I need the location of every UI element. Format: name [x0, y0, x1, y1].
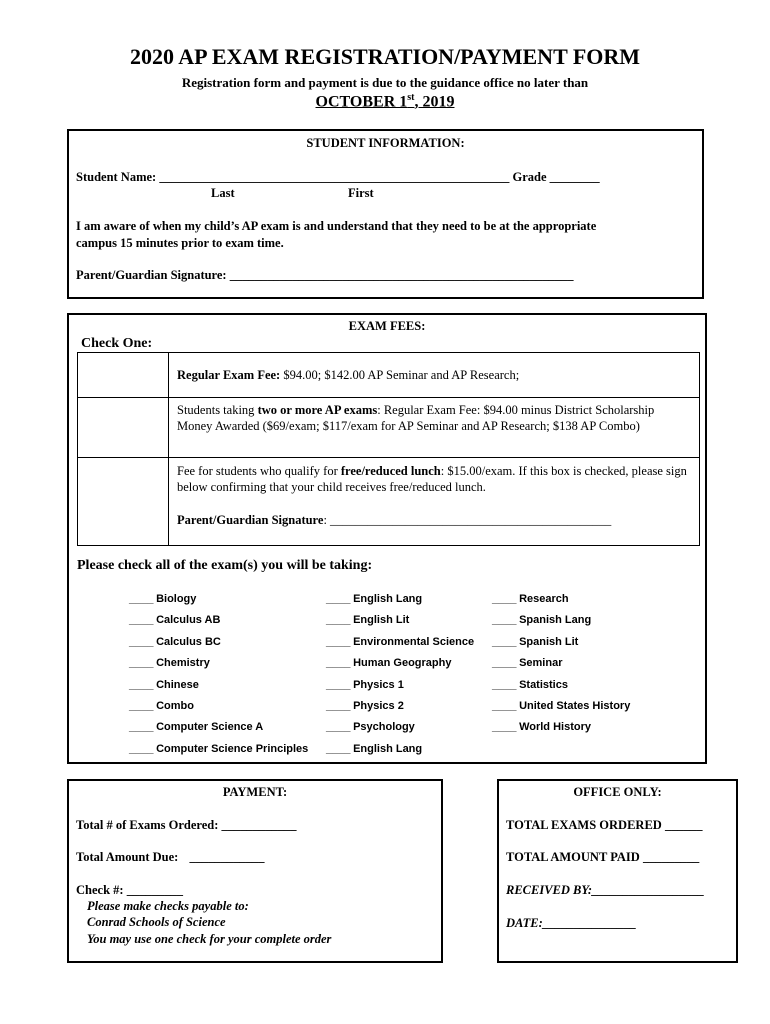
payment-box — [67, 779, 443, 963]
exam-label: Spanish Lit — [519, 636, 579, 648]
exam-option[interactable]: ____ Physics 1 — [326, 679, 404, 691]
fee-regular-label: Regular Exam Fee: — [177, 368, 281, 382]
awareness-statement-line1: I am aware of when my child’s AP exam is and understand that they need to be at the appropriate — [76, 219, 597, 233]
fee-multiple-exams-checkbox[interactable] — [78, 398, 169, 458]
exam-option[interactable]: ____ Calculus AB — [129, 614, 221, 626]
student-info-heading: STUDENT INFORMATION: — [306, 136, 465, 150]
guardian-signature-field[interactable]: _______________________________________________________ — [229, 268, 574, 282]
office-only-box — [497, 779, 738, 963]
exam-fees-heading: EXAM FEES: — [348, 319, 426, 333]
office-total-exams-ordered[interactable]: TOTAL EXAMS ORDERED ______ — [506, 818, 703, 832]
fee-regular-text: $94.00; $142.00 AP Seminar and AP Research; — [280, 368, 520, 382]
total-exams-ordered-field[interactable]: ____________ — [221, 818, 297, 832]
exam-label: Statistics — [519, 679, 568, 691]
fee-regular-checkbox[interactable] — [78, 353, 169, 398]
exam-label: Spanish Lang — [519, 614, 592, 626]
student-name-label: Student Name: — [76, 170, 157, 184]
deadline — [0, 92, 770, 111]
fee-multiple-exams-label: two or more AP exams — [257, 403, 378, 417]
exam-option[interactable]: ____ Computer Science Principles — [129, 743, 309, 755]
exam-label: Calculus BC — [156, 636, 221, 648]
last-name-caption: Last — [211, 186, 235, 200]
exam-label: English Lang — [353, 743, 423, 755]
form-subtitle: Registration form and payment is due to the guidance office no later than — [181, 75, 589, 90]
exam-option[interactable]: ____ World History — [492, 721, 591, 733]
exam-option[interactable]: ____ Research — [492, 593, 569, 605]
exam-option[interactable]: ____ English Lit — [326, 614, 410, 626]
exam-option[interactable]: ____ Human Geography — [326, 657, 452, 669]
payment-note-single-check: You may use one check for your complete order — [87, 932, 332, 946]
fee-regular-description — [169, 353, 700, 398]
exam-option[interactable]: ____ Seminar — [492, 657, 563, 669]
exam-option[interactable]: ____ Chinese — [129, 679, 199, 691]
exam-option[interactable]: ____ Calculus BC — [129, 636, 221, 648]
exam-label: English Lang — [353, 593, 423, 605]
fee-options-table — [77, 352, 700, 546]
deadline-ordinal: st — [407, 92, 415, 103]
fee-reduced-lunch-description — [169, 458, 700, 546]
payment-note-payee: Conrad Schools of Science — [87, 915, 226, 929]
exam-label: Physics 2 — [353, 700, 404, 712]
office-received-by[interactable]: RECEIVED BY:__________________ — [506, 883, 705, 897]
reduced-lunch-signature-label: Parent/Guardian Signature — [177, 513, 324, 527]
total-amount-due-field[interactable]: ____________ — [189, 850, 265, 864]
payment-heading: PAYMENT: — [222, 785, 288, 799]
guardian-signature-label: Parent/Guardian Signature: — [76, 268, 227, 282]
first-name-caption: First — [348, 186, 374, 200]
payment-note-payable: Please make checks payable to: — [87, 899, 249, 913]
deadline-year: , 2019 — [414, 93, 455, 111]
office-total-amount-paid[interactable]: TOTAL AMOUNT PAID _________ — [506, 850, 700, 864]
fee-option-row — [78, 398, 700, 458]
exam-label: United States History — [519, 700, 631, 712]
student-name-row — [76, 170, 600, 185]
exam-label: Research — [519, 593, 569, 605]
office-only-heading: OFFICE ONLY: — [573, 785, 662, 799]
check-one-label: Check One: — [81, 336, 153, 351]
exam-label: World History — [519, 721, 591, 733]
reduced-lunch-signature-field[interactable]: : _____________________________________________ — [323, 513, 612, 527]
fee-reduced-lunch-checkbox[interactable] — [78, 458, 169, 546]
exam-option[interactable]: ____ Psychology — [326, 721, 415, 733]
grade-field[interactable]: ________ — [549, 170, 600, 184]
exam-option[interactable]: ____ Spanish Lang — [492, 614, 592, 626]
fee-multiple-exams-description — [169, 398, 700, 458]
check-number-label: Check #: — [76, 883, 124, 897]
exam-label: Calculus AB — [156, 614, 221, 626]
awareness-statement-line2: campus 15 minutes prior to exam time. — [76, 236, 284, 250]
exam-option[interactable]: ____ Combo — [129, 700, 194, 712]
student-information-box — [67, 129, 704, 299]
exam-selection-heading: Please check all of the exam(s) you will be taking: — [77, 558, 373, 573]
exam-label: English Lit — [353, 614, 410, 626]
check-number-field[interactable]: _________ — [126, 883, 183, 897]
fee-reduced-lunch-pre: Fee for students who qualify for — [177, 464, 341, 478]
office-date[interactable]: DATE:_______________ — [506, 916, 637, 930]
exam-label: Chinese — [156, 679, 199, 691]
guardian-signature-row — [76, 268, 573, 283]
fee-reduced-lunch-text: : $15.00/exam. If this box is checked, please sign below confirming that your child receives free/reduced lunch. — [177, 464, 687, 494]
exam-label: Psychology — [353, 721, 415, 733]
exam-option[interactable]: ____ United States History — [492, 700, 631, 712]
fee-option-row — [78, 458, 700, 546]
exam-label: Seminar — [519, 657, 563, 669]
check-number-row — [76, 883, 183, 898]
exam-label: Human Geography — [353, 657, 452, 669]
total-amount-due-row — [76, 850, 264, 865]
exam-label: Biology — [156, 593, 197, 605]
exam-option[interactable]: ____ English Lang — [326, 593, 423, 605]
fee-multiple-exams-pre: Students taking — [177, 403, 258, 417]
exam-option[interactable]: ____ Biology — [129, 593, 197, 605]
reduced-lunch-signature-row — [177, 512, 689, 528]
exam-label: Environmental Science — [353, 636, 475, 648]
exam-option[interactable]: ____ Computer Science A — [129, 721, 264, 733]
exam-label: Physics 1 — [353, 679, 404, 691]
exam-label: Computer Science Principles — [156, 743, 309, 755]
exam-label: Combo — [156, 700, 194, 712]
exam-label: Computer Science A — [156, 721, 264, 733]
deadline-month-day: OCTOBER 1 — [315, 93, 408, 111]
exam-option[interactable]: ____ English Lang — [326, 743, 423, 755]
total-exams-ordered-label: Total # of Exams Ordered: — [76, 818, 219, 832]
exam-option[interactable]: ____ Statistics — [492, 679, 568, 691]
grade-label: Grade — [512, 170, 547, 184]
exam-option[interactable]: ____ Environmental Science — [326, 636, 475, 648]
exam-fees-box — [67, 313, 707, 764]
total-amount-due-label: Total Amount Due: — [76, 850, 179, 864]
exam-option[interactable]: ____ Chemistry — [129, 657, 210, 669]
total-exams-ordered-row — [76, 818, 296, 833]
exam-option[interactable]: ____ Spanish Lit — [492, 636, 579, 648]
student-name-field[interactable]: ________________________________________________________ — [159, 170, 510, 184]
fee-multiple-exams-text: : Regular Exam Fee: $94.00 minus District Scholarship Money Awarded ($69/exam; $117/exam for AP Seminar and AP Research; $138 AP Combo) — [177, 403, 655, 433]
form-title: 2020 AP EXAM REGISTRATION/PAYMENT FORM — [129, 44, 641, 69]
exam-option[interactable]: ____ Physics 2 — [326, 700, 404, 712]
fee-reduced-lunch-label: free/reduced lunch — [340, 464, 441, 478]
fee-option-row — [78, 353, 700, 398]
exam-label: Chemistry — [156, 657, 210, 669]
